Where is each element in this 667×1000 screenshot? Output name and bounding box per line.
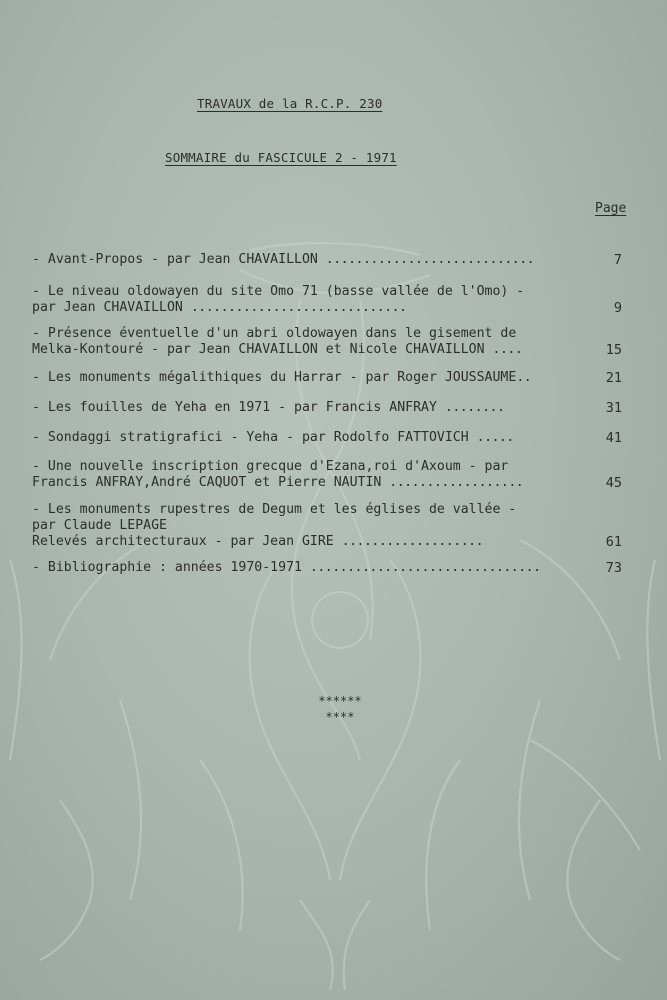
toc-entry bbox=[32, 326, 632, 358]
toc-page-number: 61 bbox=[605, 534, 622, 550]
toc-entry bbox=[32, 400, 632, 416]
toc-page-number: 7 bbox=[613, 252, 622, 268]
toc-page-number: 31 bbox=[605, 400, 622, 416]
toc-entry-text: Francis ANFRAY,André CAQUOT et Pierre NAUTIN bbox=[32, 475, 382, 490]
toc-leader-dots: ............................. bbox=[190, 300, 407, 315]
toc-leader-dots: .................. bbox=[389, 475, 524, 490]
toc-entry-text: - Les fouilles de Yeha en 1971 - par Francis ANFRAY bbox=[32, 400, 437, 415]
toc-entry bbox=[32, 502, 632, 550]
toc-leader-dots: ............................... bbox=[309, 560, 541, 575]
toc-entry bbox=[32, 252, 632, 268]
toc-leader-dots: .... bbox=[492, 342, 523, 357]
toc-page-number: 15 bbox=[605, 342, 622, 358]
toc-entry-text: - Une nouvelle inscription grecque d'Ezana,roi d'Axoum - par bbox=[32, 459, 509, 474]
toc-page-number: 9 bbox=[613, 300, 622, 316]
decorative-stars-line-1: ****** bbox=[318, 694, 362, 708]
toc-page-number: 73 bbox=[605, 560, 622, 576]
toc-leader-dots: ........ bbox=[444, 400, 505, 415]
toc-entry-text: - Bibliographie : années 1970-1971 bbox=[32, 560, 302, 575]
toc-entry-text: Melka-Kontouré - par Jean CHAVAILLON et Nicole CHAVAILLON bbox=[32, 342, 485, 357]
document-subtitle: SOMMAIRE du FASCICULE 2 - 1971 bbox=[165, 150, 397, 165]
toc-leader-dots: ..... bbox=[476, 430, 514, 445]
toc-entry-text: - Les monuments mégalithiques du Harrar - par Roger JOUSSAUME bbox=[32, 370, 517, 385]
toc-page-number: 21 bbox=[605, 370, 622, 386]
page-column-label: Page bbox=[595, 201, 627, 216]
toc-entry bbox=[32, 284, 632, 316]
toc-entry bbox=[32, 430, 632, 446]
toc-entry-text: - Présence éventuelle d'un abri oldowayen dans le gisement de bbox=[32, 326, 517, 341]
decorative-stars-line-2: **** bbox=[325, 710, 355, 724]
toc-leader-dots: ............................ bbox=[325, 252, 535, 267]
toc-entry-text: - Sondaggi stratigrafici - Yeha - par Rodolfo FATTOVICH bbox=[32, 430, 469, 445]
toc-entry-text: Relevés architecturaux - par Jean GIRE bbox=[32, 534, 334, 549]
table-of-contents bbox=[32, 252, 632, 576]
toc-entry-text: - Le niveau oldowayen du site Omo 71 (basse vallée de l'Omo) - bbox=[32, 284, 525, 299]
toc-entry bbox=[32, 560, 632, 576]
toc-entry bbox=[32, 459, 632, 491]
toc-leader-dots: .. bbox=[516, 370, 532, 385]
toc-entry-text: par Jean CHAVAILLON bbox=[32, 300, 183, 315]
toc-page-number: 41 bbox=[605, 430, 622, 446]
toc-page-number: 45 bbox=[605, 475, 622, 491]
toc-leader-dots: ................... bbox=[341, 534, 484, 549]
toc-entry-text: par Claude LEPAGE bbox=[32, 518, 167, 533]
toc-entry bbox=[32, 370, 632, 386]
toc-entry-text: - Les monuments rupestres de Degum et les églises de vallée - bbox=[32, 502, 517, 517]
document-title: TRAVAUX de la R.C.P. 230 bbox=[197, 96, 383, 111]
toc-entry-text: - Avant-Propos - par Jean CHAVAILLON bbox=[32, 252, 318, 267]
